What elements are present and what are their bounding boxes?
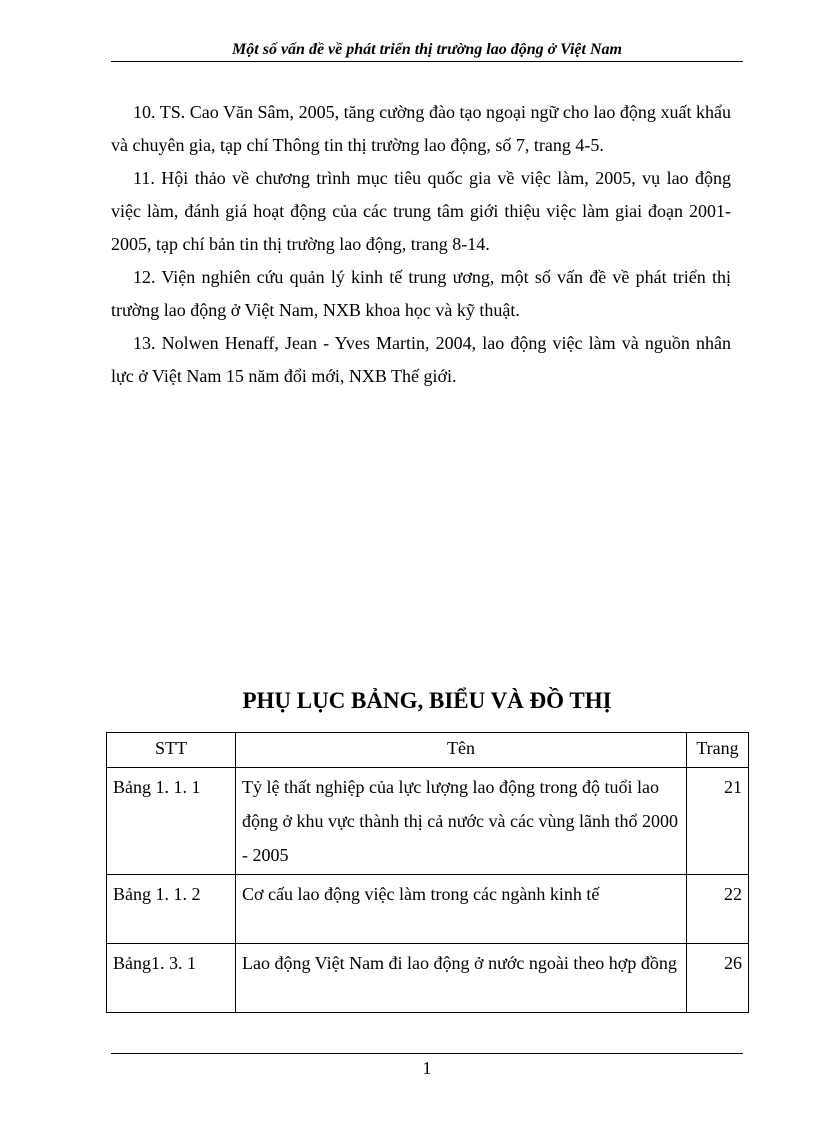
appendix-table (106, 732, 749, 1013)
cell-page: 22 (687, 875, 749, 944)
running-header: Một số vấn đề về phát triển thị trường lao động ở Việt Nam (232, 41, 622, 58)
table-header-row (107, 733, 749, 768)
table-row (107, 944, 749, 1013)
header-divider (111, 61, 743, 62)
column-header-name: Tên (236, 733, 687, 768)
column-header-stt: STT (107, 733, 236, 768)
cell-name: Cơ cấu lao động việc làm trong các ngành kinh tế (236, 875, 687, 944)
reference-item: 10. TS. Cao Văn Sâm, 2005, tăng cường đào tạo ngoại ngữ cho lao động xuất khẩu và chuyên gia, tạp chí Thông tin thị trường lao động, số 7, trang 4-5. (111, 102, 731, 155)
reference-item: 12. Viện nghiên cứu quản lý kinh tế trung ương, một số vấn đề về phát triển thị trường lao động ở Việt Nam, NXB khoa học và kỹ thuật. (111, 267, 731, 320)
cell-page: 26 (687, 944, 749, 1013)
table-row (107, 768, 749, 875)
table-row (107, 875, 749, 944)
footer-divider (111, 1053, 743, 1054)
cell-name: Tỷ lệ thất nghiệp của lực lượng lao động trong độ tuổi lao động ở khu vực thành thị cả nước và các vùng lãnh thổ 2000 - 2005 (236, 768, 687, 875)
reference-item: 13. Nolwen Henaff, Jean - Yves Martin, 2004, lao động việc làm và nguồn nhân lực ở Việt Nam 15 năm đổi mới, NXB Thế giới. (111, 333, 731, 386)
cell-stt: Bảng1. 3. 1 (107, 944, 236, 1013)
cell-stt: Bảng 1. 1. 1 (107, 768, 236, 875)
page-number: 1 (422, 1058, 432, 1078)
reference-list (111, 96, 731, 393)
cell-stt: Bảng 1. 1. 2 (107, 875, 236, 944)
cell-page: 21 (687, 768, 749, 875)
column-header-page: Trang (687, 733, 749, 768)
cell-name: Lao động Việt Nam đi lao động ở nước ngoài theo hợp đồng (236, 944, 687, 1013)
reference-item: 11. Hội thảo về chương trình mục tiêu quốc gia về việc làm, 2005, vụ lao động việc làm, đánh giá hoạt động của các trung tâm giới thiệu việc làm giai đoạn 2001-2005, tạp chí bản tin thị trường lao động, trang 8-14. (111, 168, 731, 254)
appendix-title: PHỤ LỤC BẢNG, BIỂU VÀ ĐỒ THỊ (242, 688, 612, 713)
